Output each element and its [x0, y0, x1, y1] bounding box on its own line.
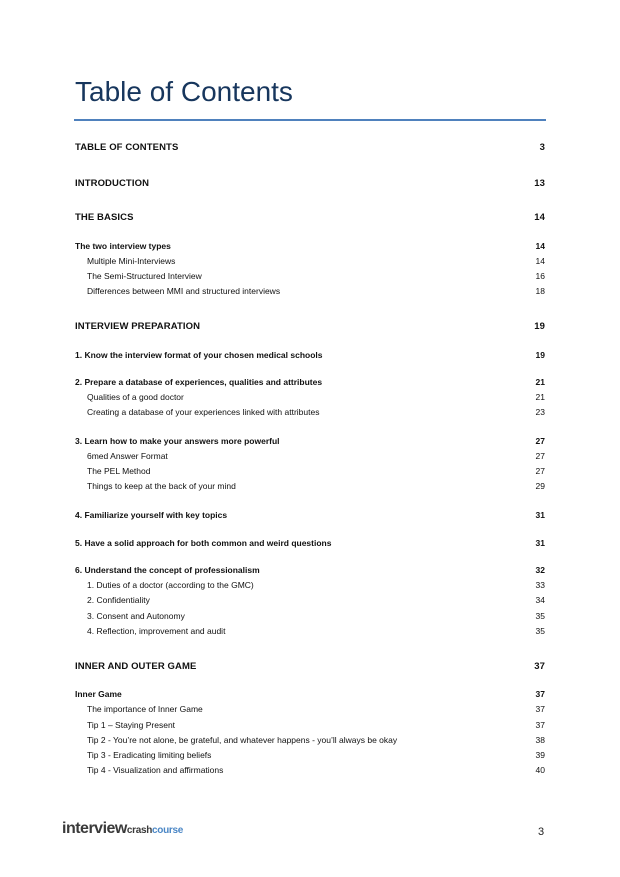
toc-entry[interactable] — [75, 407, 545, 417]
toc-entry[interactable] — [75, 256, 545, 266]
toc-entry[interactable] — [75, 595, 545, 605]
toc-entry-label: THE BASICS — [75, 212, 134, 223]
page-number: 3 — [538, 826, 545, 838]
toc-entry-page: 27 — [535, 451, 545, 461]
toc-entry-page: 35 — [535, 626, 545, 636]
toc-entry[interactable] — [75, 466, 545, 476]
logo-word-interview: interview — [62, 820, 127, 837]
toc-entry-page: 23 — [535, 407, 545, 417]
toc-entry[interactable] — [75, 271, 545, 281]
toc-entry[interactable] — [75, 212, 545, 223]
logo — [62, 820, 183, 838]
toc-entry-label: The PEL Method — [87, 466, 151, 476]
toc-entry-page: 19 — [534, 321, 545, 332]
toc-entry-label: 6. Understand the concept of professionalism — [75, 565, 260, 575]
logo-word-crash: crash — [126, 825, 153, 836]
toc-entry[interactable] — [75, 611, 545, 621]
toc-entry[interactable] — [75, 451, 545, 461]
toc-entry-page: 18 — [535, 286, 545, 296]
toc-entry-label: The two interview types — [75, 241, 171, 251]
toc-entry-page: 37 — [535, 704, 545, 714]
toc-entry-page: 40 — [535, 765, 545, 775]
toc-entry[interactable] — [75, 704, 545, 714]
toc-entry[interactable] — [75, 178, 545, 189]
toc-entry-page: 14 — [534, 212, 545, 223]
toc-entry-page: 33 — [535, 580, 545, 590]
toc-entry[interactable] — [75, 720, 545, 730]
toc-entry-page: 32 — [535, 565, 545, 575]
title-underline — [74, 119, 546, 121]
toc-entry[interactable] — [75, 538, 545, 548]
toc-entry-page: 19 — [535, 350, 545, 360]
toc-entry-label: 3. Consent and Autonomy — [87, 611, 185, 621]
toc-entry[interactable] — [75, 350, 545, 360]
toc-entry-label: Multiple Mini-Interviews — [87, 256, 176, 266]
toc-entry[interactable] — [75, 377, 545, 387]
toc-entry-label: Tip 1 – Staying Present — [87, 720, 176, 730]
toc-entry[interactable] — [75, 510, 545, 520]
toc-entry[interactable] — [75, 750, 545, 760]
toc-entry-page: 16 — [535, 271, 545, 281]
toc-entry-label: 2. Prepare a database of experiences, qualities and attributes — [75, 377, 323, 387]
toc-entry[interactable] — [75, 580, 545, 590]
toc-entry[interactable] — [75, 565, 545, 575]
toc-entry-page: 14 — [535, 256, 545, 266]
toc-entry-label: Inner Game — [75, 689, 122, 699]
toc-entry-label: INTERVIEW PREPARATION — [75, 321, 201, 332]
toc-entry-label: Creating a database of your experiences linked with attributes — [87, 407, 320, 417]
toc-entry-label: 2. Confidentiality — [87, 595, 150, 605]
toc-entry-label: Differences between MMI and structured interviews — [87, 286, 281, 296]
toc-entry-page: 13 — [534, 178, 545, 189]
toc-entry[interactable] — [75, 626, 545, 636]
toc-entry-label: 4. Reflection, improvement and audit — [87, 626, 226, 636]
toc-entry-page: 31 — [535, 538, 545, 548]
toc-entry-label: 3. Learn how to make your answers more powerful — [75, 436, 280, 446]
toc-entry-label: 6med Answer Format — [87, 451, 168, 461]
toc-entry-label: The importance of Inner Game — [87, 704, 203, 714]
toc-entry-label: 1. Duties of a doctor (according to the GMC) — [87, 580, 254, 590]
toc-entry-label: Qualities of a good doctor — [87, 392, 184, 402]
toc-entry[interactable] — [75, 286, 545, 296]
toc-entry[interactable] — [75, 481, 545, 491]
toc-entry-label: 5. Have a solid approach for both common and weird questions — [75, 538, 332, 548]
toc-entry-page: 39 — [535, 750, 545, 760]
toc-entry-page: 35 — [535, 611, 545, 621]
toc-entry-label: The Semi-Structured Interview — [87, 271, 202, 281]
toc-entry-label: Tip 4 - Visualization and affirmations — [87, 765, 224, 775]
toc-entry-label: 1. Know the interview format of your chosen medical schools — [75, 350, 323, 360]
toc-entry-page: 21 — [535, 377, 545, 387]
toc-entry-label: INNER AND OUTER GAME — [75, 661, 197, 672]
toc-entry-page: 37 — [535, 689, 545, 699]
page-title: Table of Contents — [75, 76, 293, 107]
toc-entry-page: 34 — [535, 595, 545, 605]
toc-entry-label: Tip 3 - Eradicating limiting beliefs — [87, 750, 212, 760]
toc-entry[interactable] — [75, 436, 545, 446]
toc-entry-label: Things to keep at the back of your mind — [87, 481, 236, 491]
toc-entry-page: 14 — [535, 241, 545, 251]
toc-entry-page: 27 — [535, 436, 545, 446]
toc-entry-label: TABLE OF CONTENTS — [75, 142, 179, 153]
toc-entry[interactable] — [75, 689, 545, 699]
toc-entry-label: INTRODUCTION — [75, 178, 150, 189]
toc-entry-page: 3 — [539, 142, 545, 153]
toc-entry-page: 38 — [535, 735, 545, 745]
toc-entry[interactable] — [75, 735, 545, 745]
toc-entry-page: 29 — [535, 481, 545, 491]
toc-entry-page: 37 — [535, 720, 545, 730]
toc-entry[interactable] — [75, 765, 545, 775]
toc-entry-page: 21 — [535, 392, 545, 402]
toc-entry[interactable] — [75, 142, 545, 153]
toc-entry[interactable] — [75, 241, 545, 251]
toc-entry[interactable] — [75, 661, 545, 672]
toc-entry-page: 31 — [535, 510, 545, 520]
logo-word-course: course — [152, 825, 184, 836]
toc-entry-page: 37 — [534, 661, 545, 672]
toc-entry-label: 4. Familiarize yourself with key topics — [75, 510, 228, 520]
toc-entry-page: 27 — [535, 466, 545, 476]
toc-entry[interactable] — [75, 392, 545, 402]
toc-entry-label: Tip 2 - You’re not alone, be grateful, and whatever happens - you’ll always be okay — [87, 735, 398, 745]
toc-entry[interactable] — [75, 321, 545, 332]
